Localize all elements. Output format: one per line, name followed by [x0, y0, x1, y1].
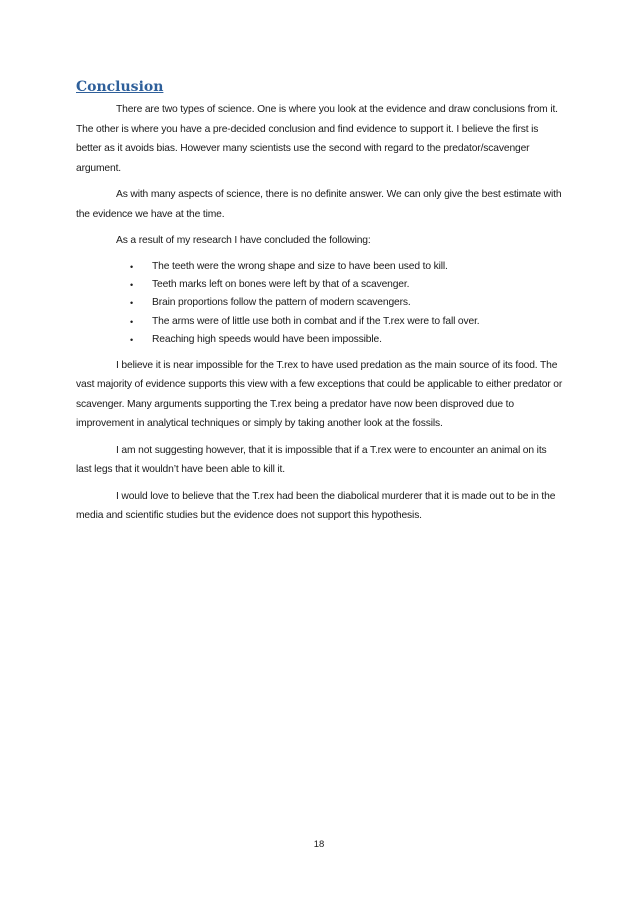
findings-list	[76, 258, 564, 350]
page-content	[76, 78, 564, 533]
bullet-icon: •	[130, 316, 134, 327]
section-heading: Conclusion	[76, 79, 164, 95]
list-item	[128, 331, 564, 349]
list-item	[128, 294, 564, 312]
paragraph-closing-hypothesis: I would love to believe that the T.rex had been the diabolical murderer that it is made out to be in the media and scientific studies but the evidence does not support this hypothesis.	[76, 490, 556, 522]
bullet-icon: •	[130, 261, 134, 272]
paragraph-not-suggesting: I am not suggesting however, that it is impossible that if a T.rex were to encounter an animal on its last legs that it wouldn’t have been able to kill it.	[76, 444, 547, 476]
finding-text: Teeth marks left on bones were left by that of a scavenger.	[152, 278, 410, 290]
finding-text: The teeth were the wrong shape and size to have been used to kill.	[152, 260, 448, 272]
list-item	[128, 313, 564, 331]
bullet-icon: •	[130, 335, 134, 346]
paragraph-types-of-science: There are two types of science. One is where you look at the evidence and draw conclusions from it. The other is where you have a pre-decided conclusion and find evidence to support it. I believe the first is better as it avoids bias. However many scientists use the second with regard to the predator/scavenger argument.	[76, 104, 558, 174]
finding-text: Reaching high speeds would have been impossible.	[152, 334, 382, 346]
list-item	[128, 276, 564, 294]
finding-text: Brain proportions follow the pattern of modern scavengers.	[152, 297, 411, 309]
bullet-icon: •	[130, 298, 134, 309]
paragraph-predation-impossible: I believe it is near impossible for the T.rex to have used predation as the main source of its food. The vast majority of evidence supports this view with a few exceptions that could be applicable to either predator or scavenger. Many arguments supporting the T.rex being a predator have now been disproved due to improvement in analytical techniques or simply by taking another look at the fossils.	[76, 359, 563, 430]
bullet-icon: •	[130, 279, 134, 290]
finding-text: The arms were of little use both in combat and if the T.rex were to fall over.	[152, 315, 480, 327]
paragraph-research-result: As a result of my research I have concluded the following:	[116, 235, 371, 246]
list-item	[128, 258, 564, 276]
page-number: 18	[313, 839, 325, 850]
paragraph-no-definite-answer: As with many aspects of science, there is no definite answer. We can only give the best estimate with the evidence we have at the time.	[76, 189, 562, 220]
